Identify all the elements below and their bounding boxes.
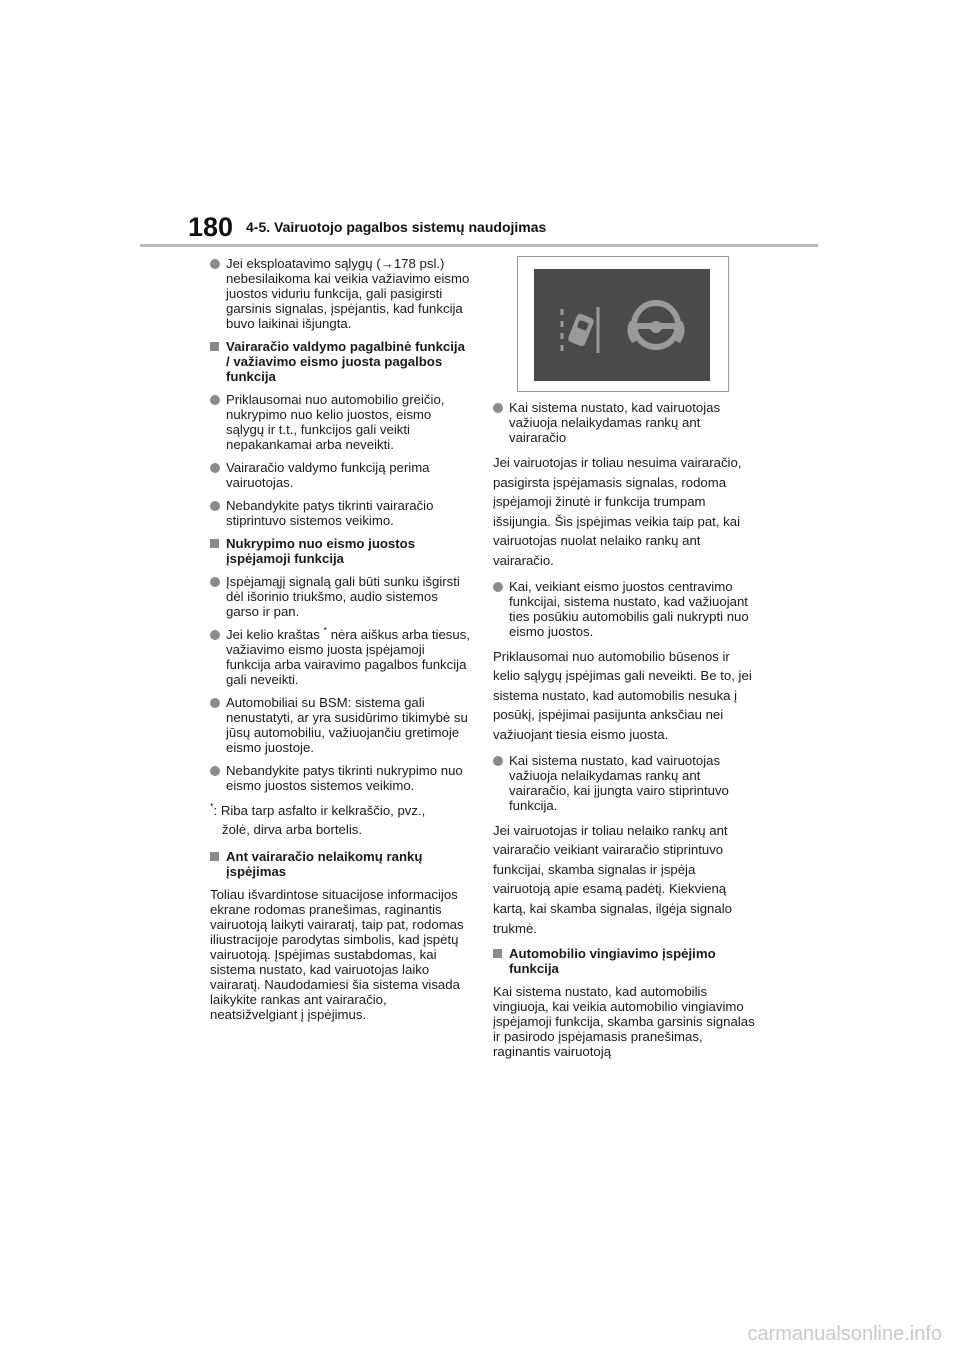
section-title: 4-5. Vairuotojo pagalbos sistemų naudojimas: [246, 219, 547, 235]
footnote-marker: *: [323, 625, 328, 636]
paragraph: Jei vairuotojas ir toliau nesuima vairaračio, pasigirsta įspėjamasis signalas, rodoma įspėjamoji žinutė ir funkcija trumpam išsijungia. Šis įspėjimas veikia taip pat, kai vairuotojas nuolat nelaiko rankų ant vairaračio.: [493, 455, 742, 568]
bullet-text: Jei kelio kraštas: [226, 627, 320, 642]
subsection-heading: Nukrypimo nuo eismo juostos įspėjamoji funkcija: [210, 536, 472, 566]
paragraph: Jei vairuotojas ir toliau nelaiko rankų ant vairaračio veikiant vairaračio stiprintuvo funkcijai, skamba signalas ir įspėja vairuotoją apie esamą padėtį. Kiekvieną kartą, kai skamba signalas, ilgėja signalo trukmė.: [493, 822, 732, 936]
bullet-item: Vairaračio valdymo funkciją perima vairuotojas.: [210, 460, 472, 490]
footnote-text: : Riba tarp asfalto ir kelkraščio, pvz.,: [213, 803, 426, 818]
header-divider: [140, 244, 818, 247]
paragraph: Toliau išvardintose situacijose informacijos ekrane rodomas pranešimas, raginantis vairuotoją laikyti vairaratį, taip pat, rodomas iliustracijoje parodytas simbolis, kad įspėtų vairuotoją. Įspėjimas sustabdomas, kai sistema nustato, kad vairuotojas laiko vairaratį. Naudodamiesi šia sistema visada laikykite rankas ant vairaračio, neatsižvelgiant į įspėjimus.: [210, 887, 464, 1022]
footnote-marker: *: [210, 801, 214, 812]
right-column: [493, 256, 755, 1067]
bullet-item: Įspėjamąjį signalą gali būti sunku išgirsti dėl išorinio triukšmo, audio sistemos garso ir pan.: [210, 574, 472, 619]
watermark: carmanualsonline.info: [747, 1323, 942, 1345]
footnote: [210, 801, 472, 839]
bullet-item: Priklausomai nuo automobilio greičio, nukrypimo nuo kelio juostos, eismo sąlygų ir t.t., funkcijos gali veikti nepakankamai arba neveikti.: [210, 392, 472, 452]
paragraph: Kai sistema nustato, kad automobilis vingiuoja, kai veikia automobilio vingiavimo įspėjamoji funkcija, skamba garsinis signalas ir pasirodo įspėjamasis pranešimas, raginantis vairuotoją: [493, 984, 755, 1060]
bullet-item: Kai, veikiant eismo juostos centravimo funkcijai, sistema nustato, kad važiuojant ties posūkiu automobilis gali nukrypti nuo eismo juostos.: [493, 579, 755, 639]
page-number: 180: [188, 212, 234, 242]
steering-wheel-hands-icon: [627, 303, 684, 347]
left-column: [210, 256, 472, 1030]
bullet-item: Kai sistema nustato, kad vairuotojas važiuoja nelaikydamas rankų ant vairaračio, kai įjungta vairo stiprintuvo funkcija.: [493, 753, 755, 813]
bullet-item: Automobiliai su BSM: sistema gali nenustatyti, ar yra susidūrimo tikimybė su jūsų automobiliu, važiuojančiu gretimoje eismo juostoje.: [210, 695, 472, 755]
footnote-text: žolė, dirva arba bortelis.: [222, 822, 363, 837]
subsection-heading: Automobilio vingiavimo įspėjimo funkcija: [493, 946, 755, 976]
paragraph: Priklausomai nuo automobilio būsenos ir kelio sąlygų įspėjimas gali neveikti. Be to, jei sistema nustato, kad automobilis nesuka į posūkį, įspėjimai pasijunta anksčiau nei važiuojant tiesia eismo juosta.: [493, 648, 752, 742]
subsection-heading: Ant vairaračio nelaikomų rankų įspėjimas: [210, 849, 472, 879]
bullet-item: Jei eksploatavimo sąlygų (→178 psl.) nebesilaikoma kai veikia važiavimo eismo juostos viduriu funkcija, gali pasigirsti garsinis signalas, įspėjantis, kad funkcija buvo laikinai išjungta.: [210, 256, 472, 331]
lane-car-icon: [562, 307, 598, 353]
multi-info-display: [534, 269, 710, 381]
bullet-item: Kai sistema nustato, kad vairuotojas važiuoja nelaikydamas rankų ant vairaračio: [493, 400, 755, 445]
bullet-item: Nebandykite patys tikrinti vairaračio stiprintuvo sistemos veikimo.: [210, 498, 472, 528]
illustration-frame: [517, 256, 729, 392]
bullet-item: Nebandykite patys tikrinti nukrypimo nuo eismo juostos sistemos veikimo.: [210, 763, 472, 793]
bullet-text: nėra aiškus arba tiesus, važiavimo eismo juosta įspėjamoji funkcija arba vairavimo pagalbos funkcija gali neveikti.: [226, 627, 470, 687]
subsection-heading: Vairaračio valdymo pagalbinė funkcija / važiavimo eismo juosta pagalbos funkcija: [210, 339, 472, 384]
display-icons: [534, 269, 710, 381]
bullet-item: [210, 627, 472, 687]
